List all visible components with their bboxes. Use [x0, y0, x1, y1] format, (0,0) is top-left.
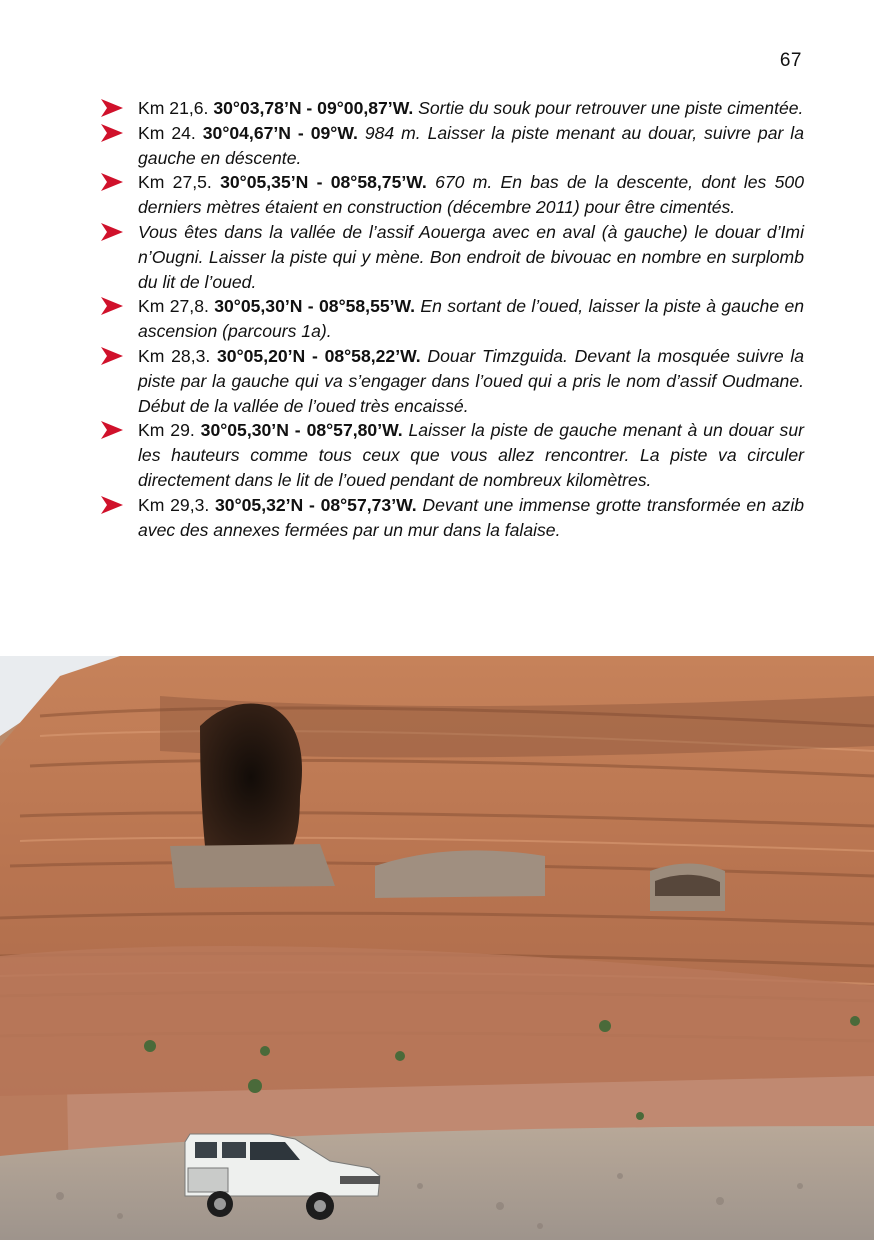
km-marker: Km 24. — [138, 122, 196, 143]
red-arrow-icon — [101, 297, 123, 315]
list-item — [100, 220, 804, 294]
landscape-photo — [0, 656, 874, 1240]
entry-description: Sortie du souk pour retrouver une piste cimentée. — [418, 98, 804, 118]
photo-cliff-cave-vehicle — [0, 656, 874, 1240]
entry-description: Laisser la piste de gauche menant à un douar sur les hauteurs comme tous ceux que vous allez rencontrer. La piste va circuler directement dans le lit de l’oued pendant de nombreux kilomètres. — [138, 420, 804, 490]
red-arrow-icon — [101, 223, 123, 241]
list-item — [100, 418, 804, 492]
gps-coordinates: 30°05,20’N - 08°58,22’W. — [217, 345, 421, 366]
gps-coordinates: 30°04,67’N - 09°W. — [202, 122, 358, 143]
entry-description: 670 m. En bas de la descente, dont les 500 derniers mètres étaient en construction (décembre 2011) pour être cimentés. — [138, 172, 804, 218]
km-marker: Km 29,3. — [138, 494, 210, 515]
list-item — [100, 344, 804, 418]
itinerary-list — [100, 96, 804, 542]
entry-description: Douar Timzguida. Devant la mosquée suivre la piste par la gauche qui va s’engager dans l’oued qui a pris le nom d’assif Oudmane. Début de la vallée de l’oued très encaissé. — [138, 345, 805, 416]
list-item — [100, 96, 804, 121]
entry-description: En sortant de l’oued, laisser la piste à gauche en ascension (parcours 1a). — [138, 296, 805, 342]
red-arrow-icon — [101, 99, 123, 117]
list-item — [100, 121, 804, 171]
km-marker: Km 21,6. — [138, 98, 209, 118]
list-item — [100, 170, 804, 220]
red-arrow-icon — [101, 124, 123, 142]
red-arrow-icon — [101, 173, 123, 191]
km-marker: Km 27,8. — [138, 296, 209, 317]
list-item — [100, 294, 804, 344]
gps-coordinates: 30°05,35’N - 08°58,75’W. — [220, 172, 427, 193]
red-arrow-icon — [101, 496, 123, 514]
red-arrow-icon — [101, 347, 123, 365]
gps-coordinates: 30°03,78’N - 09°00,87’W. — [213, 98, 414, 118]
list-item — [100, 493, 804, 543]
red-arrow-icon — [101, 421, 123, 439]
page-number: 67 — [779, 50, 802, 71]
gps-coordinates: 30°05,32’N - 08°57,73’W. — [215, 494, 417, 515]
km-marker: Km 27,5. — [138, 172, 212, 193]
entry-description: 984 m. Laisser la piste menant au douar, suivre par la gauche en déscente. — [138, 122, 804, 168]
km-marker: Km 29. — [138, 420, 195, 441]
entry-description: Devant une immense grotte transformée en azib avec des annexes fermées par un mur dans la falaise. — [138, 494, 805, 540]
entry-description: Vous êtes dans la vallée de l’assif Aouerga avec en aval (à gauche) le douar d’Imi n’Ougni. Laisser la piste qui y mène. Bon endroit de bivouac en nombre en surplomb du lit de l’oued. — [138, 221, 804, 292]
km-marker: Km 28,3. — [138, 345, 211, 366]
gps-coordinates: 30°05,30’N - 08°57,80’W. — [200, 420, 403, 441]
gps-coordinates: 30°05,30’N - 08°58,55’W. — [214, 296, 416, 317]
